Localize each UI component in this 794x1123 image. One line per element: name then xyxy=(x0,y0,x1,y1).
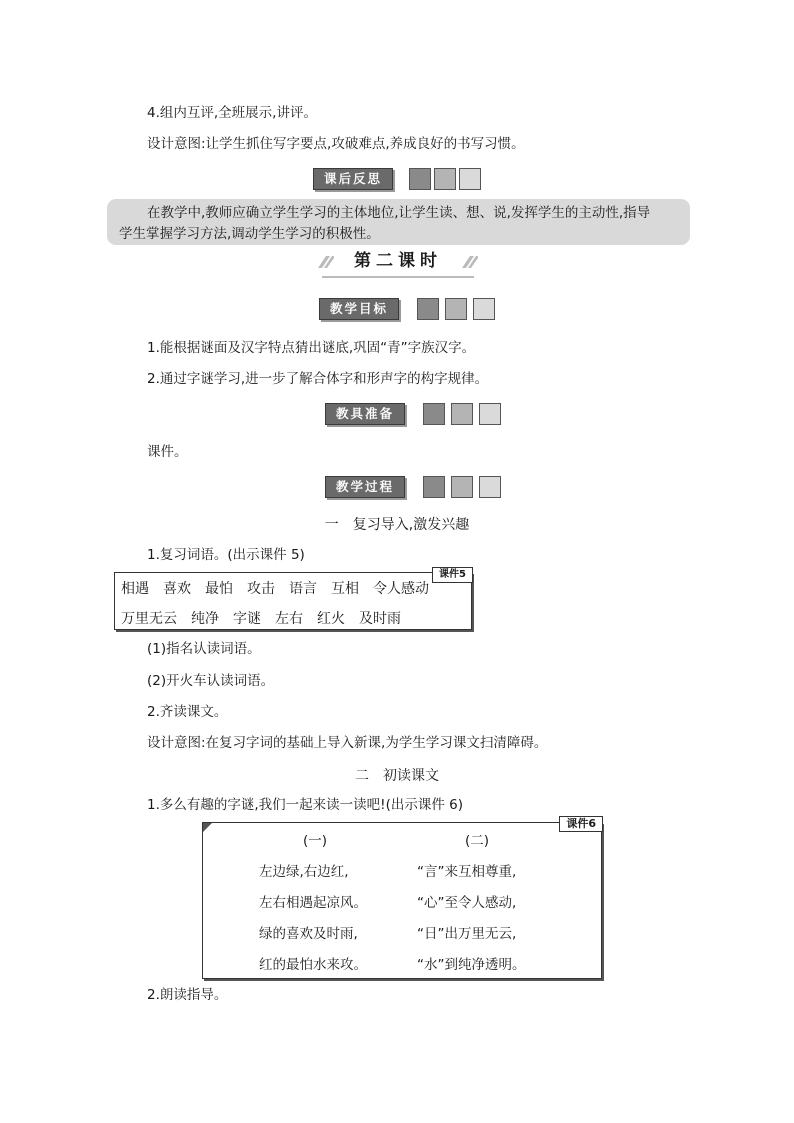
reflection-heading-label: 课后反思 xyxy=(313,168,393,190)
title-stripe-icon xyxy=(318,256,334,268)
riddle-line: “日”出万里无云, xyxy=(417,926,517,942)
heading-deco-square xyxy=(459,168,481,190)
vocab-word: 语言 xyxy=(289,581,317,597)
heading-deco-square xyxy=(479,403,501,425)
vocab-word: 相遇 xyxy=(121,581,149,597)
heading-deco-square xyxy=(451,476,473,498)
sub-step-1: (1)指名认读词语。 xyxy=(147,641,261,657)
heading-deco-square xyxy=(409,168,431,190)
vocab-word: 攻击 xyxy=(247,581,275,597)
riddle-line: 绿的喜欢及时雨, xyxy=(259,926,358,942)
heading-deco-square xyxy=(434,168,456,190)
heading-deco-square xyxy=(445,298,467,320)
design-intent-text: 设计意图:让学生抓住写字要点,攻破难点,养成良好的书写习惯。 xyxy=(147,136,525,152)
lesson-title xyxy=(322,248,474,278)
riddle-intro-line: 1.多么有趣的字谜,我们一起来读一读吧!(出示课件 6) xyxy=(147,797,463,813)
riddle-line: 红的最怕水来攻。 xyxy=(259,957,367,973)
riddle-line: “心”至令人感动, xyxy=(417,895,517,911)
riddle-col1-title: (一) xyxy=(303,833,328,849)
heading-deco-square xyxy=(479,476,501,498)
vocab-word: 喜欢 xyxy=(163,581,191,597)
reflection-line: 学生掌握学习方法,调动学生学习的积极性。 xyxy=(119,226,380,242)
vocab-word: 令人感动 xyxy=(373,581,429,597)
vocab-word: 最怕 xyxy=(205,581,233,597)
riddle-line: “水”到纯净透明。 xyxy=(417,957,526,973)
objectives-heading-label: 教学目标 xyxy=(319,298,399,320)
vocab-word: 互相 xyxy=(331,581,359,597)
reflection-box xyxy=(107,199,690,245)
section-title-first-reading: 二 初读课文 xyxy=(355,768,439,784)
heading-deco-square xyxy=(417,298,439,320)
heading-deco-square xyxy=(423,476,445,498)
word-row-2 xyxy=(121,608,415,628)
vocab-word: 及时雨 xyxy=(359,611,401,627)
vocab-word: 左右 xyxy=(275,611,303,627)
heading-deco-square xyxy=(423,403,445,425)
objective-item: 2.通过字谜学习,进一步了解合体字和形声字的构字规律。 xyxy=(147,371,489,387)
design-intent-text: 设计意图:在复习字词的基础上导入新课,为学生学习课文扫清障碍。 xyxy=(147,735,548,751)
reading-guidance-line: 2.朗读指导。 xyxy=(147,987,228,1003)
heading-deco-square xyxy=(451,403,473,425)
step-4-text: 4.组内互评,全班展示,讲评。 xyxy=(147,105,317,121)
review-words-line: 1.复习词语。(出示课件 5) xyxy=(147,547,305,563)
corner-triangle-icon xyxy=(203,823,212,832)
vocab-word: 纯净 xyxy=(191,611,219,627)
process-heading-label: 教学过程 xyxy=(325,476,405,498)
word-row-1 xyxy=(121,578,443,598)
riddle-col2-title: (二) xyxy=(465,833,490,849)
riddle-line: 左右相遇起凉风。 xyxy=(259,895,367,911)
heading-deco-square xyxy=(473,298,495,320)
step-2-text: 2.齐读课文。 xyxy=(147,704,228,720)
courseware-6-tag: 课件6 xyxy=(559,816,603,832)
vocab-word: 万里无云 xyxy=(121,611,177,627)
courseware-5-box xyxy=(114,569,472,630)
riddle-line: “言”来互相尊重, xyxy=(417,864,517,880)
title-stripe-icon xyxy=(462,256,478,268)
vocab-word: 红火 xyxy=(317,611,345,627)
sub-step-2: (2)开火车认读词语。 xyxy=(147,673,275,689)
courseware-6-box xyxy=(202,817,602,979)
lesson-title-text: 第二课时 xyxy=(354,251,442,271)
courseware-5-tag: 课件5 xyxy=(432,567,473,583)
preparation-heading-label: 教具准备 xyxy=(325,403,405,425)
riddle-line: 左边绿,右边红, xyxy=(259,864,349,880)
section-title-review: 一 复习导入,激发兴趣 xyxy=(324,517,470,533)
preparation-text: 课件。 xyxy=(147,444,188,460)
vocab-word: 字谜 xyxy=(233,611,261,627)
reflection-line: 在教学中,教师应确立学生学习的主体地位,让学生读、想、说,发挥学生的主动性,指导 xyxy=(147,205,651,221)
objective-item: 1.能根据谜面及汉字特点猜出谜底,巩固“青”字族汉字。 xyxy=(147,340,476,356)
